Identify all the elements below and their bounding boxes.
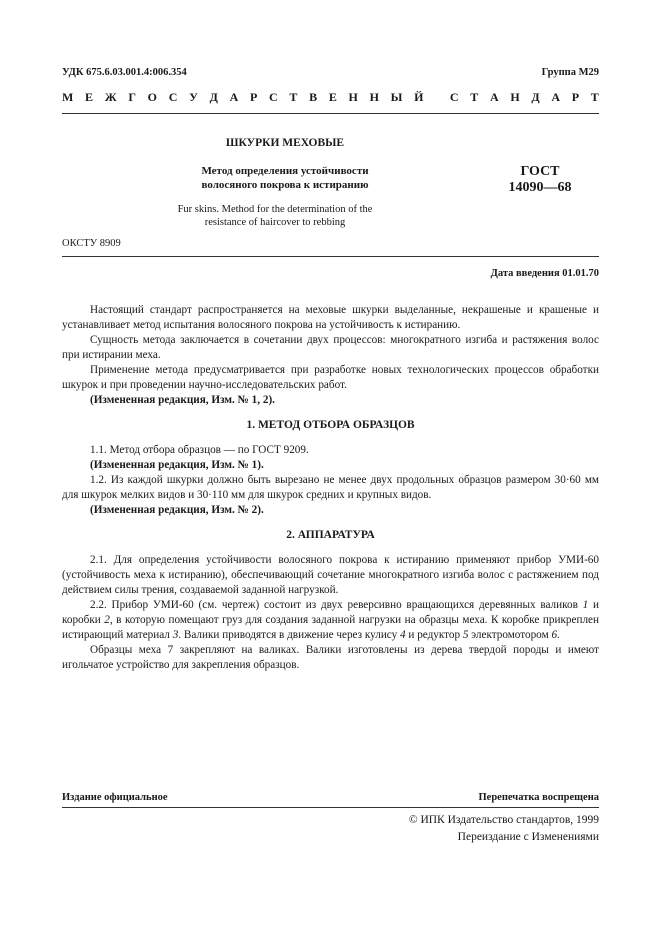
- intro-paragraph-3: Применение метода предусматривается при разработке новых технологических процессов обработки шкурок и при проведении научно-исследовательских работ.: [62, 364, 599, 391]
- english-title-line-1: Fur skins. Method for the determination of the: [177, 204, 373, 215]
- part-number-motor: 6: [551, 629, 558, 641]
- clause-2-2-samples: Образцы меха 7 закрепляют на валиках. Валики изготовлены из дерева твердой породы и имеют игольчатое устройство для закрепления образцов.: [62, 644, 599, 671]
- clause-1-1: 1.1. Метод отбора образцов — по ГОСТ 9209.: [90, 444, 309, 456]
- heading-letter: Ж: [104, 90, 117, 104]
- heading-letter: О: [147, 90, 158, 104]
- heading-letter: С: [269, 90, 278, 104]
- intro-amendment-note: (Измененная редакция, Изм. № 1, 2).: [90, 394, 275, 406]
- clause-2-2-text-f: электромотором: [468, 629, 552, 641]
- heading-letter: А: [551, 90, 561, 104]
- subtitle-line-1: Метод определения устойчивости: [201, 165, 369, 177]
- clause-2-2-text-c: , в которую помещают груз для создания заданной нагрузки на образцы меха. К коробке прикреплен истирающий материал: [62, 614, 599, 641]
- clause-2-2: [62, 598, 599, 643]
- document-subtitle: [160, 164, 410, 192]
- section-2-heading: 2. АППАРАТУРА: [286, 529, 375, 541]
- heading-letter: А: [229, 90, 239, 104]
- introduction-date: Дата введения 01.01.70: [490, 268, 599, 279]
- okstu-code: ОКСТУ 8909: [62, 238, 121, 249]
- footer-divider: [62, 807, 599, 808]
- part-number-box: 2: [104, 614, 110, 626]
- english-title: [150, 203, 400, 229]
- group-code: Группа М29: [541, 67, 599, 78]
- heading-letter: У: [189, 90, 198, 104]
- heading-letter: Д: [209, 90, 218, 104]
- gost-label: ГОСТ: [520, 164, 560, 179]
- clause-2-2-text-d: . Валики приводятся в движение через кулису: [178, 629, 401, 641]
- section-1-heading: 1. МЕТОД ОТБОРА ОБРАЗЦОВ: [246, 419, 415, 431]
- heading-letter: Т: [289, 90, 298, 104]
- heading-letter: Ы: [390, 90, 403, 104]
- interstate-standard-heading: [62, 90, 599, 105]
- subtitle-line-2: волосяного покрова к истиранию: [201, 179, 369, 191]
- clause-1-2-amendment-note: (Измененная редакция, Изм. № 2).: [90, 504, 264, 516]
- clause-1-1-amendment-note: (Измененная редакция, Изм. № 1).: [90, 459, 264, 471]
- document-body: [62, 303, 599, 673]
- copyright-line: © ИПК Издательство стандартов, 1999: [408, 814, 599, 826]
- heading-letter: Т: [470, 90, 479, 104]
- clause-2-1: 2.1. Для определения устойчивости волосяного покрова к истиранию применяют прибор УМИ-60 (устойчивость меха к истиранию), обеспечивающий сочетание многократного изгиба волос с растяжением под действием силы трения, создаваемой заданной нагрузкой.: [62, 554, 599, 596]
- udk-code: УДК 675.6.03.001.4:006.354: [62, 67, 187, 78]
- clause-2-2-text-e: и редуктор: [405, 629, 463, 641]
- heading-letter: Т: [590, 90, 599, 104]
- heading-letter: Р: [249, 90, 258, 104]
- clause-2-2-text-g: .: [557, 629, 560, 641]
- heading-letter: Е: [85, 90, 94, 104]
- clause-2-2-text-b: и коробки: [62, 599, 599, 626]
- heading-letter: Н: [369, 90, 379, 104]
- heading-letter: [435, 90, 438, 105]
- copyright-block: [409, 812, 599, 846]
- heading-letter: Е: [328, 90, 337, 104]
- gost-number: 14090—68: [508, 180, 572, 195]
- heading-letter: В: [309, 90, 318, 104]
- reprint-prohibited-label: Перепечатка воспрещена: [478, 792, 599, 803]
- okstu-divider: [62, 256, 599, 257]
- heading-letter: Н: [510, 90, 520, 104]
- intro-paragraph-1: Настоящий стандарт распространяется на меховые шкурки выделанные, некрашеные и крашеные и устанавливает метод испытания волосяного покрова на устойчивость к истиранию.: [62, 304, 599, 331]
- official-edition-label: Издание официальное: [62, 792, 168, 803]
- gost-designation: [490, 164, 590, 196]
- clause-2-2-text-a: 2.2. Прибор УМИ-60 (см. чертеж) состоит из двух реверсивно вращающихся деревянных валиков: [90, 599, 583, 611]
- heading-letter: Д: [531, 90, 540, 104]
- clause-1-2: 1.2. Из каждой шкурки должно быть вырезано не менее двух продольных образцов размером 30·60 мм для шкурок мелких видов и 30·110 мм для шкурок средних и крупных видов.: [62, 474, 599, 501]
- heading-letter: А: [489, 90, 499, 104]
- part-number-abrasive: 3: [172, 629, 179, 641]
- intro-paragraph-2: Сущность метода заключается в сочетании двух процессов: многократного изгиба и растяжения волос при истирании меха.: [62, 334, 599, 361]
- heading-letter: Й: [414, 90, 424, 104]
- heading-letter: Р: [571, 90, 580, 104]
- heading-letter: Г: [128, 90, 136, 104]
- part-number-roller: 1: [582, 599, 589, 611]
- heading-letter: М: [62, 90, 74, 104]
- part-number-reducer: 5: [462, 629, 469, 641]
- heading-letter: С: [168, 90, 178, 104]
- part-number-rocker: 4: [400, 629, 406, 641]
- heading-letter: С: [449, 90, 459, 104]
- document-title: ШКУРКИ МЕХОВЫЕ: [225, 137, 345, 149]
- heading-letter: Н: [348, 90, 358, 104]
- english-title-line-2: resistance of haircover to rebbing: [204, 217, 346, 228]
- reissue-line: Переиздание с Изменениями: [457, 831, 599, 843]
- header-divider: [62, 113, 599, 114]
